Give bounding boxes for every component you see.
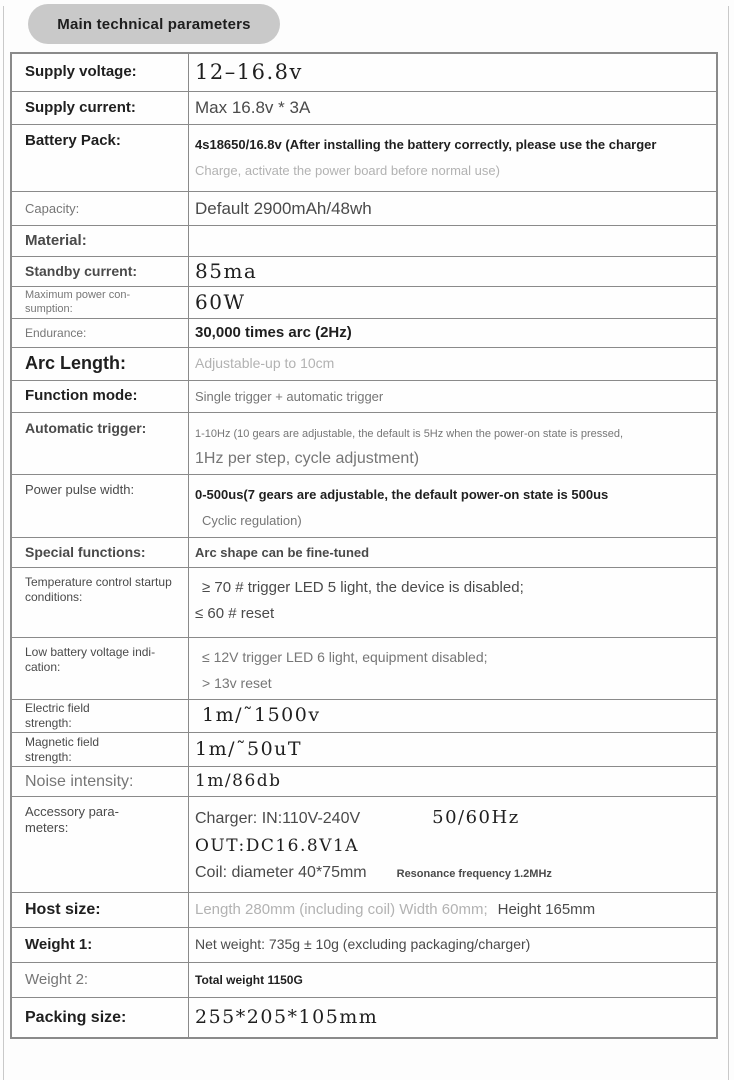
- param-label-text: Standby current:: [25, 262, 138, 279]
- param-label-text: sumption:: [25, 302, 73, 315]
- param-value-text: Length 280mm (including coil) Width 60mm;: [195, 901, 488, 918]
- param-value-line: [195, 485, 708, 505]
- param-value-text: Adjustable-up to 10cm: [195, 355, 335, 371]
- param-value-text: 12–16.8v: [195, 60, 303, 85]
- param-value-line: [195, 738, 708, 762]
- param-value-text: Arc shape can be fine-tuned: [195, 544, 370, 560]
- param-label-text: Power pulse width:: [25, 482, 135, 497]
- param-label-text: Endurance:: [25, 325, 87, 340]
- param-value-text: 30,000 times arc (2Hz): [195, 324, 352, 341]
- param-label: [12, 538, 189, 567]
- table-row: [12, 475, 716, 538]
- param-label: [12, 475, 189, 537]
- right-edge-line: [728, 6, 729, 1080]
- param-value-line: [195, 863, 708, 883]
- param-value-line: [195, 198, 708, 220]
- table-row: [12, 767, 716, 797]
- param-value-line: [195, 259, 708, 284]
- param-value-line: [195, 807, 708, 830]
- param-value-text: Height 165mm: [497, 901, 596, 918]
- param-value-line: [195, 423, 708, 443]
- param-value: [189, 700, 716, 732]
- param-value: [189, 733, 716, 766]
- param-label-text: Weight 1:: [25, 935, 93, 953]
- table-row: [12, 568, 716, 638]
- table-row: [12, 963, 716, 998]
- param-label: [12, 413, 189, 474]
- param-label-text: Low battery voltage indi-: [25, 645, 156, 659]
- param-label: [12, 54, 189, 91]
- param-value: [189, 538, 716, 567]
- param-value-text: Max 16.8v * 3A: [195, 98, 311, 117]
- param-value-text: 85ma: [195, 259, 258, 283]
- param-label: [12, 568, 189, 637]
- param-label-text: Electric field: [25, 701, 90, 716]
- param-label: [12, 319, 189, 347]
- param-value-text: ≤ 12V trigger LED 6 light, equipment disabled;: [202, 649, 488, 665]
- param-value-line: [195, 604, 708, 624]
- param-label: [12, 92, 189, 124]
- param-label-text: Battery Pack:: [25, 132, 121, 149]
- param-label: [12, 767, 189, 796]
- table-row: [12, 733, 716, 767]
- param-value-line: [195, 97, 708, 119]
- parameters-table: [10, 52, 718, 1039]
- param-value: [189, 348, 716, 380]
- param-value-text: Default 2900mAh/48wh: [195, 198, 372, 218]
- param-value-text: 1Hz per step, cycle adjustment): [195, 450, 420, 467]
- param-value-text: Net weight: 735g ± 10g (excluding packaging/charger): [195, 936, 531, 952]
- param-value-text: 50/60Hz: [432, 807, 520, 828]
- param-value-text: Charger: IN:110V-240V: [195, 810, 361, 827]
- param-value-text: Charge, activate the power board before normal use): [195, 163, 500, 178]
- param-label-text: Host size:: [25, 901, 101, 919]
- table-row: [12, 92, 716, 125]
- param-value-text: ≥ 70 # trigger LED 5 light, the device is disabled;: [202, 579, 524, 596]
- param-label: [12, 700, 189, 732]
- param-value: [189, 92, 716, 124]
- table-row: [12, 381, 716, 413]
- param-value: [189, 998, 716, 1037]
- param-value-text: 0-500us(7 gears are adjustable, the default power-on state is 500us: [195, 487, 609, 502]
- param-value: [189, 319, 716, 347]
- param-value-text: Coil: diameter 40*75mm: [195, 863, 367, 881]
- table-row: [12, 226, 716, 257]
- param-value-text: 1m/˜50uT: [195, 737, 303, 760]
- section-title: Main technical parameters: [57, 15, 251, 33]
- table-row: [12, 797, 716, 893]
- param-label-text: strength:: [25, 749, 72, 764]
- param-value: [189, 767, 716, 796]
- section-title-pill: [28, 4, 280, 44]
- param-value-text: 1-10Hz (10 gears are adjustable, the default is 5Hz when the power-on state is pressed,: [195, 428, 624, 440]
- param-label-text: Automatic trigger:: [25, 420, 147, 436]
- param-value-line: [195, 449, 708, 469]
- table-row: [12, 998, 716, 1037]
- param-value-line: [195, 970, 708, 990]
- table-row: [12, 192, 716, 226]
- param-label: [12, 192, 189, 225]
- param-value: [189, 192, 716, 225]
- param-label: [12, 381, 189, 412]
- param-label-text: cation:: [25, 659, 61, 674]
- param-label-text: Noise intensity:: [25, 772, 134, 790]
- param-label-text: Supply voltage:: [25, 63, 137, 81]
- param-value-line: [195, 59, 708, 85]
- param-value: [189, 54, 716, 91]
- param-label-text: Accessory para-: [25, 804, 119, 819]
- param-value-line: [195, 323, 708, 343]
- param-value-text: OUT:DC16.8V1A: [195, 835, 360, 856]
- table-row: [12, 928, 716, 963]
- param-value: [189, 893, 716, 927]
- param-value: [189, 963, 716, 997]
- table-row: [12, 538, 716, 568]
- param-value-line: [195, 511, 708, 531]
- param-value: [189, 257, 716, 286]
- param-value-line: [195, 354, 708, 374]
- param-value-line: [195, 161, 708, 181]
- param-label: [12, 638, 189, 699]
- param-value: [189, 413, 716, 474]
- param-value-text: 4s18650/16.8v (After installing the battery correctly, please use the charger: [195, 137, 657, 152]
- param-value-line: [195, 704, 708, 728]
- param-value-text: Resonance frequency 1.2MHz: [396, 867, 552, 880]
- param-value-text: ≤ 60 # reset: [195, 605, 275, 622]
- param-value-line: [195, 387, 708, 407]
- param-value-line: [195, 935, 708, 955]
- param-value: [189, 638, 716, 699]
- param-label: [12, 963, 189, 997]
- table-row: [12, 54, 716, 92]
- param-value: [189, 287, 716, 318]
- table-row: [12, 287, 716, 319]
- param-value-line: [195, 543, 708, 563]
- param-label-text: Material:: [25, 231, 87, 249]
- param-label: [12, 257, 189, 286]
- param-label-text: Maximum power con-: [25, 289, 131, 302]
- param-label: [12, 226, 189, 256]
- param-label-text: conditions:: [25, 589, 83, 604]
- param-value-text: 60W: [195, 290, 246, 314]
- param-label: [12, 998, 189, 1037]
- param-value: [189, 797, 716, 892]
- param-label: [12, 928, 189, 962]
- param-label-text: meters:: [25, 819, 69, 835]
- param-label: [12, 733, 189, 766]
- param-value: [189, 475, 716, 537]
- param-label-text: Weight 2:: [25, 970, 89, 988]
- param-value-line: [195, 771, 708, 792]
- table-row: [12, 348, 716, 381]
- param-value-line: [195, 836, 708, 857]
- param-label-text: Special functions:: [25, 543, 146, 560]
- table-row: [12, 700, 716, 733]
- param-label: [12, 893, 189, 927]
- param-label-text: Temperature control startup: [25, 575, 172, 589]
- param-value-text: Total weight 1150G: [195, 973, 303, 987]
- param-value-text: Cyclic regulation): [202, 513, 302, 528]
- param-value-line: [195, 648, 708, 668]
- param-label: [12, 125, 189, 191]
- param-label-text: Capacity:: [25, 200, 80, 216]
- param-value-text: > 13v reset: [202, 675, 272, 691]
- param-value: [189, 125, 716, 191]
- param-label-text: strength:: [25, 716, 72, 730]
- table-row: [12, 125, 716, 192]
- param-value-line: [195, 674, 708, 694]
- param-value-line: [195, 1006, 708, 1030]
- param-value: [189, 568, 716, 637]
- param-value: [189, 928, 716, 962]
- param-label-text: Magnetic field: [25, 734, 100, 749]
- table-row: [12, 257, 716, 287]
- param-value: [189, 381, 716, 412]
- table-row: [12, 413, 716, 475]
- left-edge-line: [3, 6, 4, 1080]
- table-row: [12, 638, 716, 700]
- param-value-line: [195, 578, 708, 598]
- param-value: [189, 226, 716, 256]
- param-value-text: Single trigger + automatic trigger: [195, 388, 384, 404]
- param-label: [12, 797, 189, 892]
- param-label-text: Function mode:: [25, 387, 138, 405]
- param-value-line: [195, 290, 708, 315]
- param-value-text: 255*205*105mm: [195, 1005, 379, 1028]
- param-label-text: Arc Length:: [25, 353, 126, 374]
- table-row: [12, 319, 716, 348]
- param-value-line: [195, 135, 708, 155]
- param-value-text: 1m/86db: [195, 770, 282, 791]
- table-row: [12, 893, 716, 928]
- param-label: [12, 348, 189, 380]
- param-label-text: Supply current:: [25, 98, 136, 116]
- param-value-line: [195, 900, 708, 920]
- param-value-text: 1m/˜1500v: [202, 704, 321, 727]
- param-label-text: Packing size:: [25, 1008, 127, 1026]
- param-label: [12, 287, 189, 318]
